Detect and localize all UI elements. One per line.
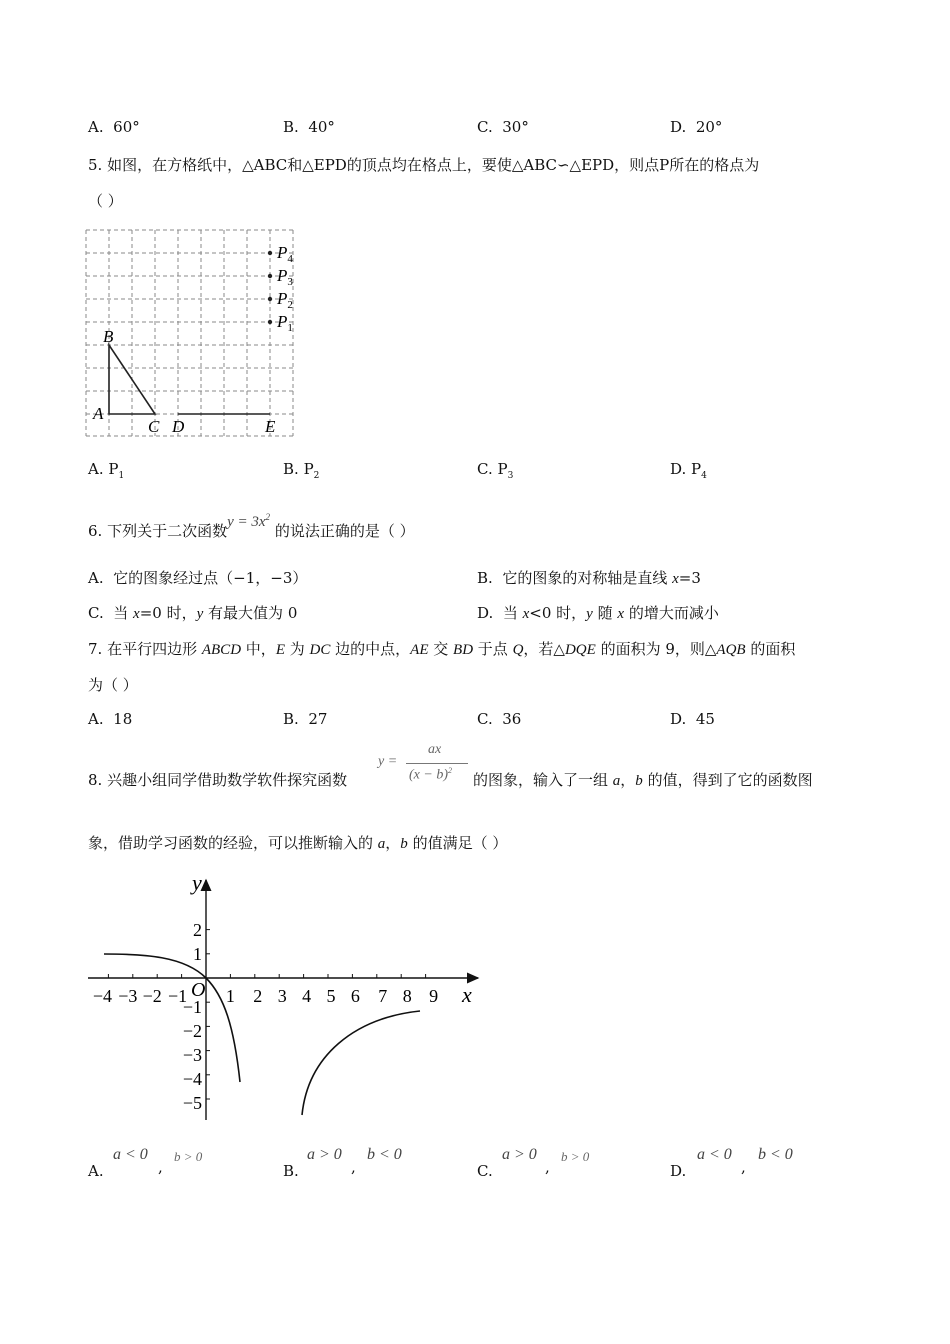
svg-text:−5: −5 [182, 1093, 202, 1113]
option-letter: B. [283, 118, 299, 136]
svg-text:9: 9 [429, 986, 439, 1006]
q7-option-d: D. 45 [670, 710, 715, 728]
svg-text:−2: −2 [142, 986, 162, 1006]
option-letter: B. [283, 460, 299, 478]
point-p1 [268, 320, 272, 324]
label-p2: $P_2$ [277, 289, 293, 311]
origin-label: O [191, 979, 206, 1001]
q6-stem: 6. 下列关于二次函数$y = 3x^2$ 的说法正确的是（ ） [88, 512, 415, 540]
x-axis-label: x [462, 982, 472, 1007]
svg-text:−1: −1 [182, 997, 202, 1017]
label-d: D [172, 417, 185, 436]
label-p3: $P_3$ [277, 266, 293, 288]
q5-option-a: A. $P_1$ [88, 460, 125, 481]
option-letter: A. [88, 460, 104, 478]
y-axis-label: y [192, 870, 202, 895]
svg-text:5: 5 [326, 986, 336, 1006]
svg-text:3: 3 [277, 986, 287, 1006]
q5-option-d: D. $P_4$ [670, 460, 707, 481]
option-text: 40° [308, 118, 335, 136]
svg-text:2: 2 [193, 920, 202, 940]
option-letter: D. [670, 460, 687, 478]
q8-option-a: A. a < 0 , b > 0 [88, 1146, 203, 1180]
option-text: 60° [113, 118, 140, 136]
q8-formula: y = ax $(x - b)^2$ [378, 742, 470, 794]
q8-stem-line1b: 的图象，输入了一组 a，b 的值，得到了它的函数图 [473, 771, 813, 789]
option-letter: D. [670, 118, 687, 136]
q8-option-d: D. a < 0 , b < 0 [670, 1146, 793, 1180]
q8-stem-line2: 象，借助学习函数的经验，可以推断输入的 a，b 的值满足（ ） [88, 834, 508, 852]
svg-text:−3: −3 [118, 986, 138, 1006]
point-p2 [268, 297, 272, 301]
q4-option-d [670, 118, 722, 136]
svg-text:1: 1 [225, 986, 235, 1006]
q7-option-c: C. 36 [477, 710, 522, 728]
label-c: C [148, 417, 160, 436]
point-p4 [268, 251, 272, 255]
curve-left [104, 954, 240, 1082]
svg-text:2: 2 [253, 986, 263, 1006]
x-tick-labels [93, 986, 438, 1006]
q8-option-b: B. a > 0 , b < 0 [283, 1146, 402, 1180]
label-b: B [103, 327, 114, 346]
svg-text:1: 1 [193, 944, 202, 964]
q5-option-c: C. $P_3$ [477, 460, 514, 481]
svg-text:6: 6 [350, 986, 360, 1006]
q5-blank: （ ） [88, 192, 123, 210]
q7-stem: 7. 在平行四边形 ABCD 中，E 为 DC 边的中点，AE 交 BD 于点 Q，若△DQE 的面积为 9，则△AQB 的面积 [88, 640, 796, 658]
q7-option-a: A. 18 [88, 710, 133, 728]
svg-text:−4: −4 [92, 986, 112, 1006]
label-e: E [265, 417, 276, 436]
option-text: 20° [695, 118, 723, 136]
q6-option-a: A. 它的图象经过点（−1，−3） [88, 569, 308, 587]
y-tick-labels [183, 920, 202, 1113]
label-p1: $P_1$ [277, 312, 293, 334]
option-letter: A. [88, 118, 104, 136]
svg-text:−1: −1 [168, 986, 188, 1006]
svg-text:8: 8 [402, 986, 412, 1006]
option-text: 30° [502, 118, 529, 136]
q7-blank: 为（ ） [88, 676, 138, 694]
option-letter: C. [477, 460, 493, 478]
q8-function-graph [84, 866, 484, 1132]
svg-text:7: 7 [378, 986, 388, 1006]
q6-formula: $y = 3x^2$ [227, 512, 271, 530]
curve-right [302, 1011, 420, 1115]
point-p3 [268, 274, 272, 278]
q6-option-b: B. 它的图象的对称轴是直线 x=3 [477, 569, 701, 587]
q4-option-a [88, 118, 140, 136]
q6-option-d: D. 当 x<0 时，y 随 x 的增大而减小 [477, 604, 719, 622]
svg-text:−4: −4 [182, 1069, 202, 1089]
q5-option-b: B. $P_2$ [283, 460, 320, 481]
q8-option-c: C. a > 0 , b > 0 [477, 1146, 590, 1180]
q7-option-b: B. 27 [283, 710, 328, 728]
label-p4: $P_4$ [277, 243, 293, 265]
triangle-abc [109, 345, 155, 414]
svg-text:−3: −3 [182, 1045, 202, 1065]
label-a: A [93, 404, 104, 423]
q4-option-c [477, 118, 529, 136]
q6-option-c: C. 当 x=0 时，y 有最大值为 0 [88, 604, 298, 622]
option-letter: C. [477, 118, 493, 136]
q5-grid-figure [84, 228, 300, 440]
q8-stem-line1: 8. 兴趣小组同学借助数学软件探究函数 [88, 771, 348, 789]
svg-text:−2: −2 [182, 1021, 202, 1041]
svg-text:4: 4 [302, 986, 312, 1006]
q4-option-b [283, 118, 335, 136]
q5-stem: 5. 如图，在方格纸中，△ABC和△EPD的顶点均在格点上，要使△ABC∽△EPD，则点P所在的格点为 [88, 156, 760, 174]
grid-lines [86, 230, 296, 436]
